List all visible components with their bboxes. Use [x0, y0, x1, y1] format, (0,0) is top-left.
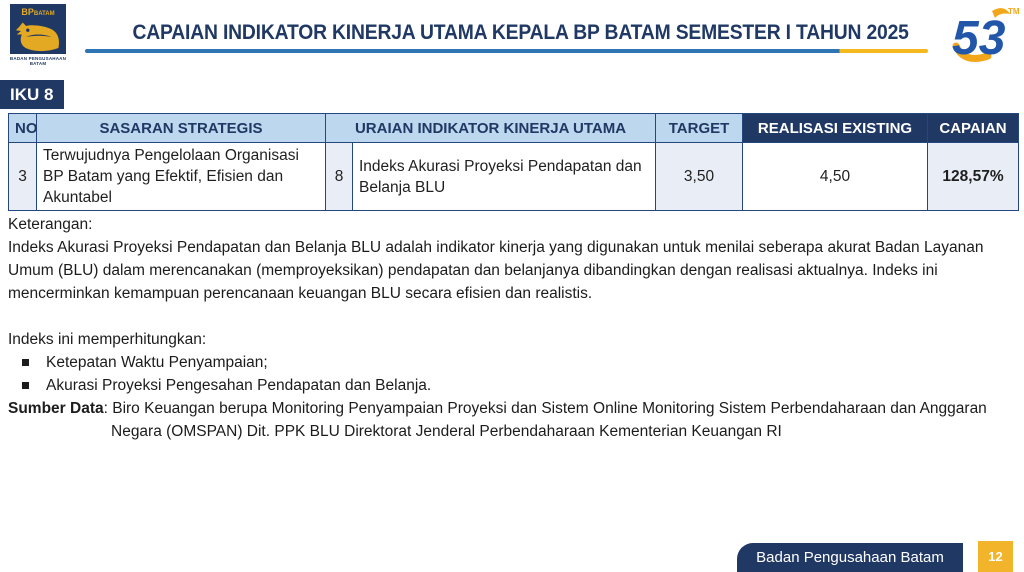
sumber-data-label: Sumber Data	[8, 400, 104, 417]
page-number-badge: 12	[978, 541, 1013, 572]
kpi-table	[8, 113, 1018, 211]
table-row	[9, 143, 1019, 211]
col-header-uraian: URAIAN INDIKATOR KINERJA UTAMA	[326, 114, 656, 143]
cell-target: 3,50	[656, 143, 743, 211]
footer-org-label: Badan Pengusahaan Batam	[756, 549, 944, 566]
bp-batam-logo	[10, 4, 66, 54]
sumber-data	[8, 397, 1003, 443]
anniversary-number: 53	[952, 12, 1006, 65]
col-header-no: NO	[9, 114, 37, 143]
list-item	[8, 351, 1017, 374]
keterangan-label: Keterangan:	[8, 216, 93, 233]
bullet-text: Akurasi Proyeksi Pengesahan Pendapatan dan Belanja.	[46, 377, 432, 394]
bullet-list	[8, 351, 1017, 397]
square-bullet-icon	[22, 382, 29, 389]
notes-section	[8, 213, 1017, 443]
bullet-text: Ketepatan Waktu Penyampaian;	[46, 354, 268, 371]
title-underline	[85, 49, 928, 53]
square-bullet-icon	[22, 359, 29, 366]
anniversary-tm: TM	[1008, 7, 1020, 16]
logo-caption: BADAN PENGUSAHAAN BATAM	[9, 56, 67, 66]
footer-org-bar	[737, 543, 963, 572]
cell-capaian: 128,57%	[928, 143, 1019, 211]
memperhitungkan-label: Indeks ini memperhitungkan:	[8, 331, 207, 348]
cell-no: 3	[9, 143, 37, 211]
col-header-realisasi: REALISASI EXISTING	[743, 114, 928, 143]
list-item	[8, 374, 1017, 397]
cell-uraian: Indeks Akurasi Proyeksi Pendapatan dan Belanja BLU	[353, 143, 656, 211]
keterangan-text: Indeks Akurasi Proyeksi Pendapatan dan Belanja BLU adalah indikator kinerja yang digunakan untuk menilai seberapa akurat Badan Layanan Umum (BLU) dalam merencanakan (memproyeksikan) pendapatan dan belanjanya dibandingkan dengan realisasi aktualnya. Indeks ini mencerminkan kemampuan perencanaan keuangan BLU secara efisien dan realistis.	[8, 239, 984, 302]
col-header-sasaran: SASARAN STRATEGIS	[37, 114, 326, 143]
col-header-capaian: CAPAIAN	[928, 114, 1019, 143]
col-header-target: TARGET	[656, 114, 743, 143]
bp-batam-logo-text: BPBATAM	[21, 7, 55, 17]
cell-sasaran: Terwujudnya Pengelolaan Organisasi BP Batam yang Efektif, Efisien dan Akuntabel	[37, 143, 326, 211]
page-title: CAPAIAN INDIKATOR KINERJA UTAMA KEPALA BP BATAM SEMESTER I TAHUN 2025	[132, 21, 909, 44]
cell-realisasi: 4,50	[743, 143, 928, 211]
iku-badge: IKU 8	[0, 80, 64, 109]
anniversary-53-logo	[948, 2, 1020, 72]
cell-indikator-no: 8	[326, 143, 353, 211]
eagle-icon	[14, 20, 62, 54]
table-header-row	[9, 114, 1019, 143]
sumber-data-text: : Biro Keuangan berupa Monitoring Penyampaian Proyeksi dan Sistem Online Monitoring Sistem Perbendaharaan dan Anggaran Negara (OMSPAN) Dit. PPK BLU Direktorat Jenderal Perbendaharaan Kementerian Keuangan RI	[103, 400, 987, 440]
